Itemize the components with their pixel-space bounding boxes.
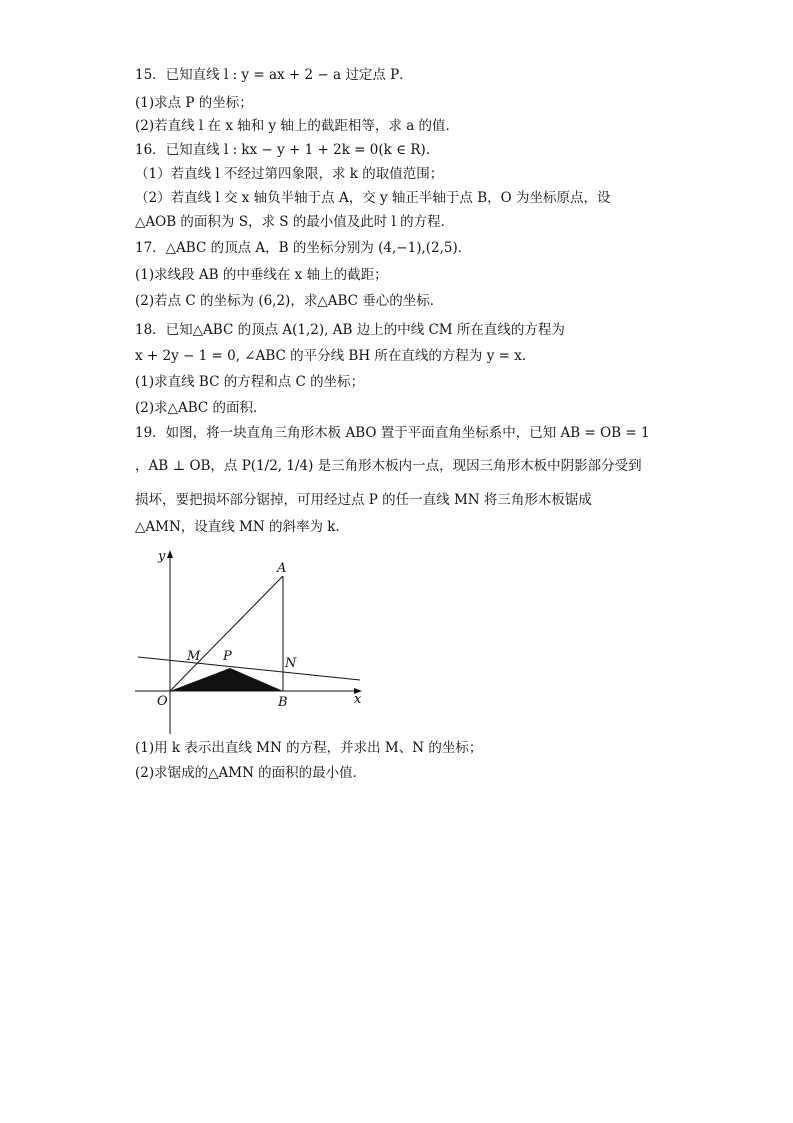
q18-part2: (2)求△ABC 的面积． [135, 400, 267, 416]
q19-stem-line3: 损坏，要把损坏部分锯掉，可用经过点 P 的任一直线 MN 将三角形木板锯成 [135, 492, 592, 508]
label-b: B [278, 695, 288, 710]
q18-stem-line1: 18．已知△ABC 的顶点 A(1,2), AB 边上的中线 CM 所在直线的方程为 [135, 322, 565, 338]
q15-part1: (1)求点 P 的坐标； [135, 95, 253, 111]
q19-figure [132, 546, 367, 736]
label-x: x [354, 692, 362, 707]
q16-part1: （1）若直线 l 不经过第四象限，求 k 的取值范围； [135, 166, 444, 182]
coordinate-diagram [132, 546, 367, 736]
q15-part2: (2)若直线 l 在 x 轴和 y 轴上的截距相等，求 a 的值． [135, 118, 460, 134]
q19-stem-line1: 19．如图，将一块直角三角形木板 ABO 置于平面直角坐标系中，已知 AB = OB = 1 [135, 425, 650, 441]
label-a: A [277, 561, 287, 576]
q16-stem: 16．已知直线 l : kx − y + 1 + 2k = 0(k ∈ R)． [135, 142, 440, 158]
q19-part2: (2)求锯成的△AMN 的面积的最小值． [135, 765, 367, 781]
q16-part2-line1: （2）若直线 l 交 x 轴负半轴于点 A，交 y 轴正半轴于点 B，O 为坐标原点，设 [135, 190, 611, 206]
label-y: y [158, 549, 166, 564]
q19-stem-line4: △AMN，设直线 MN 的斜率为 k． [135, 519, 349, 535]
q19-part1: (1)用 k 表示出直线 MN 的方程，并求出 M、N 的坐标； [135, 740, 483, 756]
q15-stem: 15．已知直线 l : y = ax + 2 − a 过定点 P． [135, 67, 413, 83]
label-p: P [223, 649, 232, 664]
q18-stem-line2: x + 2y − 1 = 0, ∠ABC 的平分线 BH 所在直线的方程为 y = x． [135, 348, 536, 364]
q17-stem: 17．△ABC 的顶点 A，B 的坐标分别为 (4,−1),(2,5)． [135, 240, 472, 256]
label-m: M [187, 649, 201, 664]
label-o: O [157, 694, 168, 709]
q18-part1: (1)求直线 BC 的方程和点 C 的坐标； [135, 374, 365, 390]
q17-part2: (2)若点 C 的坐标为 (6,2)，求△ABC 垂心的坐标． [135, 293, 444, 309]
y-axis-arrow [167, 550, 173, 558]
q17-part1: (1)求线段 AB 的中垂线在 x 轴上的截距； [135, 267, 388, 283]
q16-part2-line2: △AOB 的面积为 S，求 S 的最小值及此时 l 的方程． [135, 214, 455, 230]
damaged-region [170, 668, 283, 691]
label-n: N [285, 656, 297, 671]
q19-stem-line2: ，AB ⊥ OB，点 P(1/2, 1/4) 是三角形木板内一点，现因三角形木板中阴影部分受到 [135, 458, 642, 474]
